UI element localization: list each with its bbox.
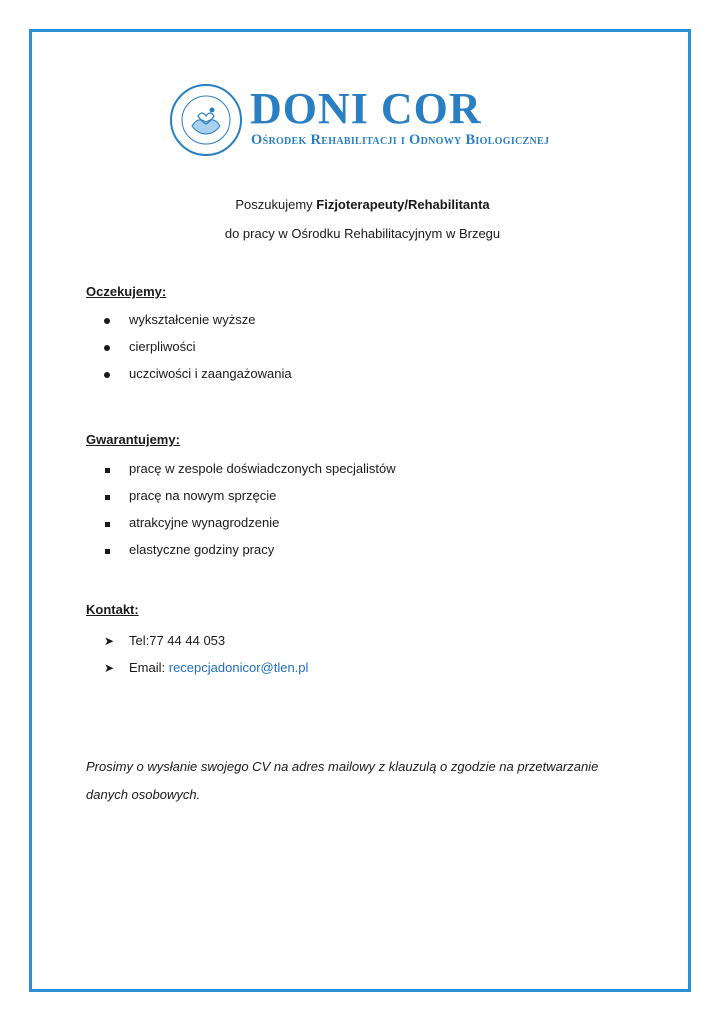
list-item-text: cierpliwości [129, 339, 196, 354]
arrow-right-icon: ➤ [104, 634, 115, 648]
closing-line-1: Prosimy o wysłanie swojego CV na adres mailowy z klauzulą o zgodzie na przetwarzanie [86, 759, 599, 774]
list-item [104, 312, 292, 339]
bullet-square-icon [105, 522, 110, 527]
list-item [104, 542, 396, 569]
intro-prefix: Poszukujemy [235, 197, 317, 212]
contact-tel [104, 633, 308, 660]
job-title: Fizjoterapeuty/Rehabilitanta [316, 197, 490, 212]
brand-title: DONI COR [250, 84, 482, 133]
list-item [104, 515, 396, 542]
contact-email [104, 660, 308, 687]
intro-line-2: do pracy w Ośrodku Rehabilitacyjnym w Brzegu [224, 226, 501, 241]
closing-line-2: danych osobowych. [86, 787, 201, 802]
bullet-dot-icon [104, 372, 110, 378]
bullet-dot-icon [104, 318, 110, 324]
email-link[interactable]: recepcjadonicor@tlen.pl [168, 660, 309, 675]
list-item-text: atrakcyjne wynagrodzenie [129, 515, 280, 530]
list-item-text: uczciwości i zaangażowania [129, 366, 292, 381]
guarantee-list [104, 461, 396, 569]
list-item-text: pracę na nowym sprzęcie [129, 488, 277, 503]
logo [168, 82, 568, 162]
bullet-square-icon [105, 549, 110, 554]
list-item [104, 488, 396, 515]
bullet-dot-icon [104, 345, 110, 351]
list-item-text: wykształcenie wyższe [129, 312, 256, 327]
list-item [104, 461, 396, 488]
tel-label: Tel: [129, 633, 150, 648]
bullet-square-icon [105, 468, 110, 473]
expect-list [104, 312, 292, 393]
expect-heading: Oczekujemy: [86, 284, 167, 299]
tel-value: 77 44 44 053 [149, 633, 226, 648]
brand-subtitle: Ośrodek Rehabilitacji i Odnowy Biologicznej [251, 132, 550, 148]
list-item [104, 366, 292, 393]
list-item-text: pracę w zespole doświadczonych specjalistów [129, 461, 396, 476]
arrow-right-icon: ➤ [104, 661, 115, 675]
email-label: Email: [129, 660, 166, 675]
list-item-text: elastyczne godziny pracy [129, 542, 275, 557]
list-item [104, 339, 292, 366]
logo-seal-icon [168, 82, 244, 158]
intro-line-1 [0, 197, 725, 212]
contact-heading: Kontakt: [86, 602, 139, 617]
bullet-square-icon [105, 495, 110, 500]
guarantee-heading: Gwarantujemy: [86, 432, 180, 447]
contact-list [104, 633, 308, 687]
